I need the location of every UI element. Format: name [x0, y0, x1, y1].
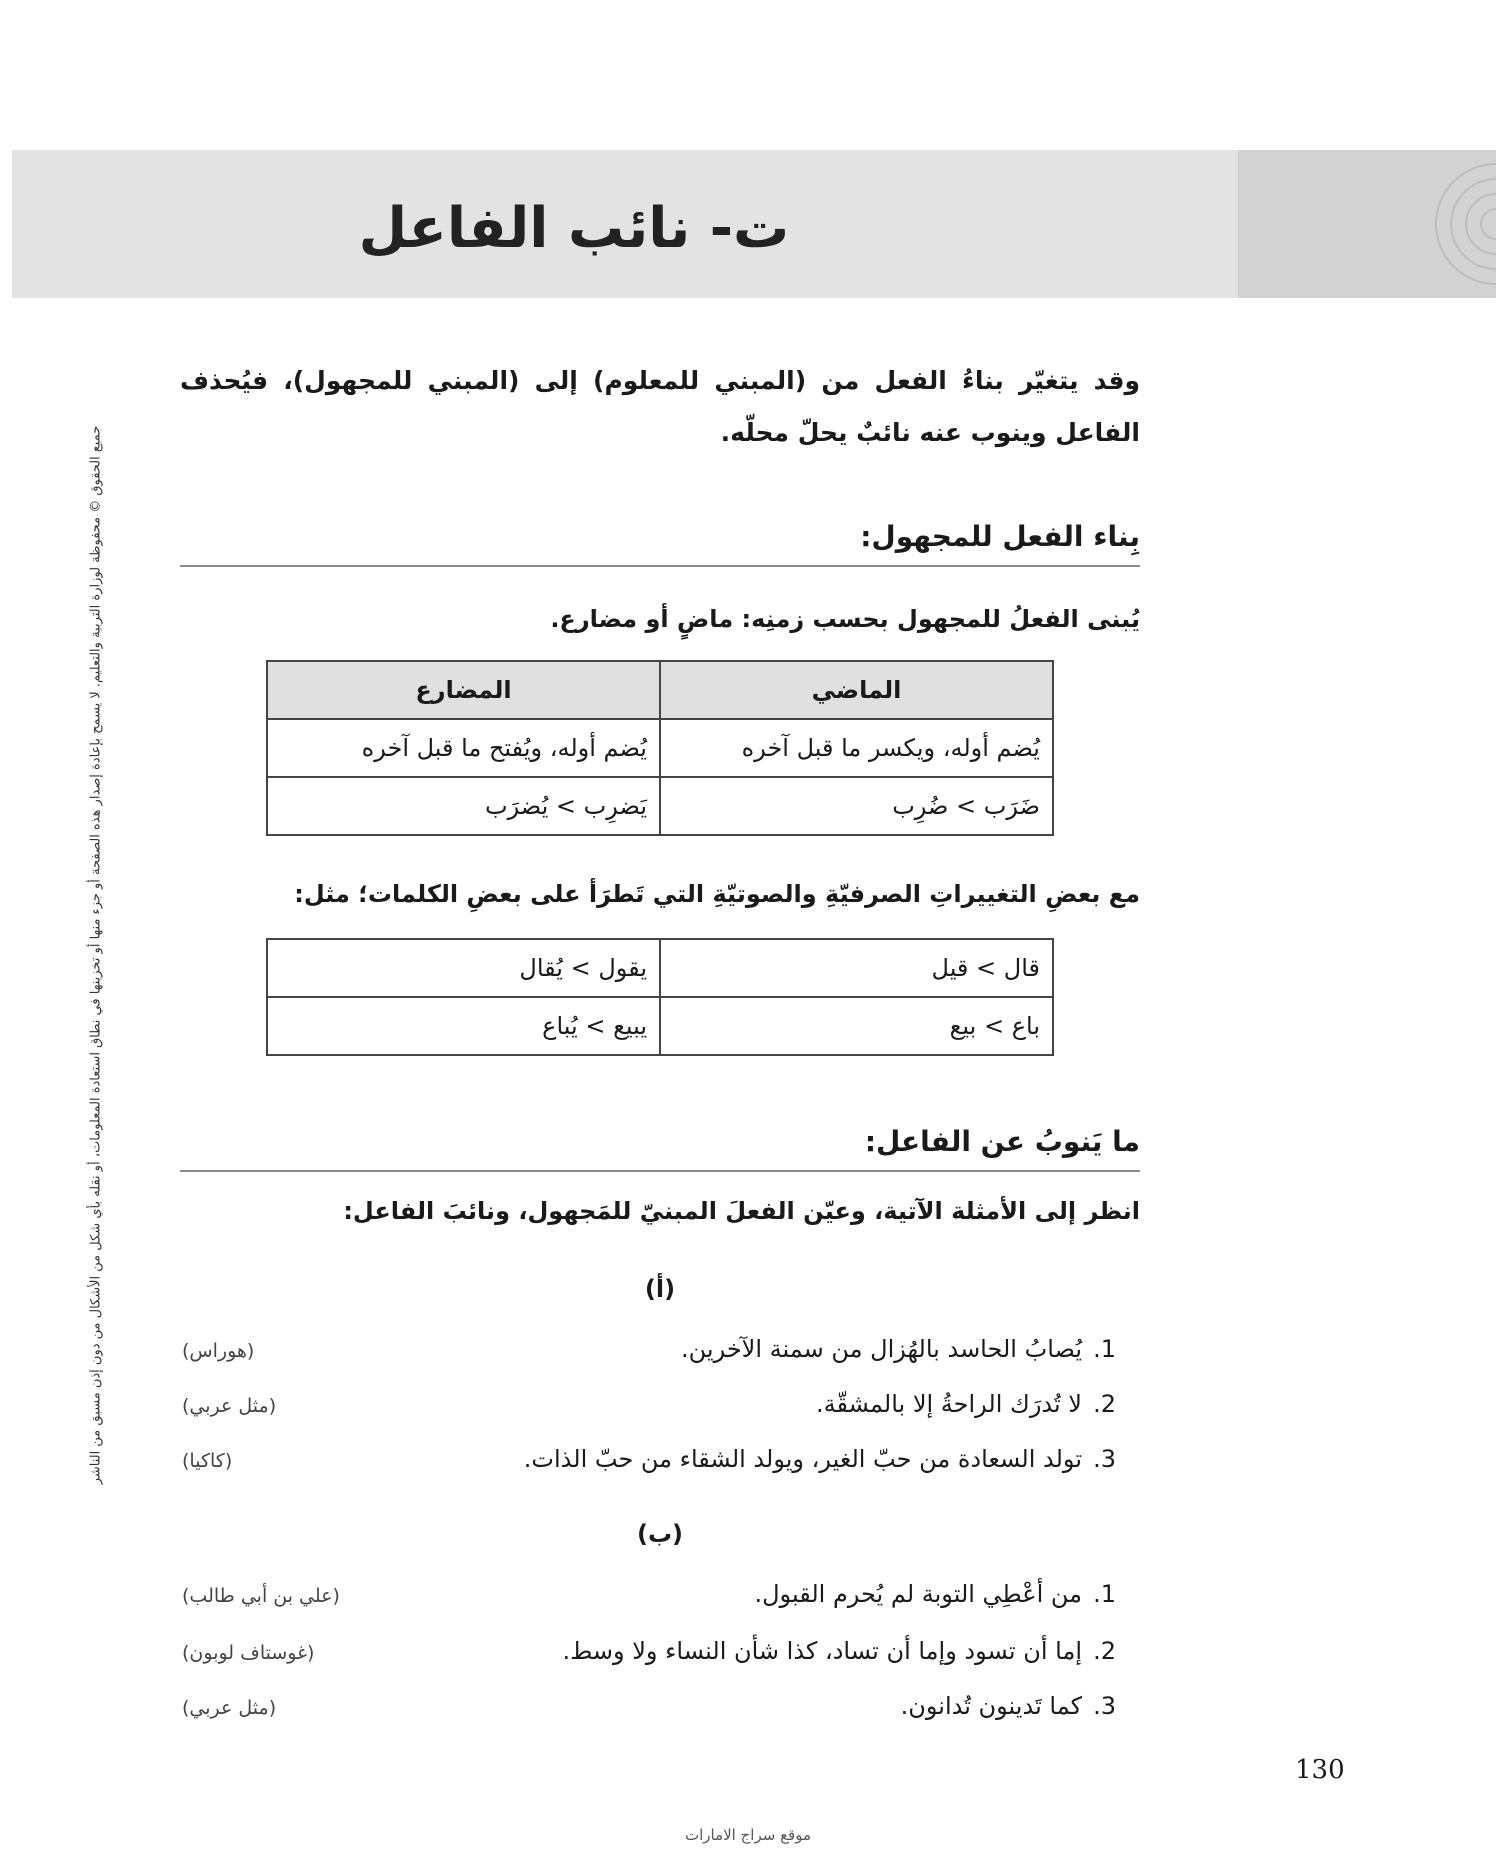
group-label-b: (ب): [636, 1520, 684, 1548]
lead-text-changes: مع بعضِ التغييراتِ الصرفيّةِ والصوتيّةِ التي تَطرَأ على بعضِ الكلمات؛ مثل:: [294, 880, 1140, 908]
changes-table: [266, 938, 1054, 1056]
example-source: (كاكيا): [182, 1450, 233, 1472]
table-cell: يُضم أوله، ويُفتح ما قبل آخره: [267, 719, 660, 777]
table-row: [267, 997, 1053, 1055]
example-item: 3.كما تَدينون تُدانون.: [900, 1692, 1116, 1720]
copyright-sidebar: [84, 355, 108, 1555]
example-text: تولد السعادة من حبّ الغير، ويولد الشقاء من حبّ الذات.: [523, 1445, 1082, 1473]
example-source: (هوراس): [182, 1340, 255, 1362]
table-cell: يُضم أوله، ويكسر ما قبل آخره: [660, 719, 1053, 777]
lead-text-tense: يُبنى الفعلُ للمجهول بحسب زمنِه: ماضٍ أو مضارع.: [550, 605, 1140, 633]
table-row: [267, 777, 1053, 835]
example-item: 2.إما أن تسود وإما أن تساد، كذا شأن النساء ولا وسط.: [562, 1637, 1116, 1665]
table-cell: ضَرَب > ضُرِب: [660, 777, 1053, 835]
example-item: 3.تولد السعادة من حبّ الغير، ويولد الشقاء من حبّ الذات.: [523, 1445, 1116, 1473]
example-item: 1.من أعْطِي التوبة لم يُحرم القبول.: [754, 1580, 1116, 1608]
table-cell: باع > بيع: [660, 997, 1053, 1055]
table-cell: يبيع > يُباع: [267, 997, 660, 1055]
example-source: (مثل عربي): [182, 1697, 277, 1719]
table-row: [267, 939, 1053, 997]
title-band: [12, 150, 1496, 298]
footer-site-name: موقع سراج الامارات: [684, 1826, 812, 1844]
example-text: إما أن تسود وإما أن تساد، كذا شأن النساء ولا وسط.: [562, 1637, 1082, 1665]
example-item: 1.يُصابُ الحاسد بالهُزال من سمنة الآخرين.: [681, 1335, 1116, 1363]
table-cell: قال > قيل: [660, 939, 1053, 997]
intro-paragraph: وقد يتغيّر بناءُ الفعل من (المبني للمعلوم) إلى (المبني للمجهول)، فيُحذف الفاعل وينوب عنه نائبٌ يحلّ محلّه.: [180, 366, 1140, 447]
table-header-row: [267, 661, 1053, 719]
example-text: يُصابُ الحاسد بالهُزال من سمنة الآخرين.: [681, 1335, 1082, 1363]
example-source: (غوستاف لوبون): [182, 1642, 315, 1664]
example-text: كما تَدينون تُدانون.: [900, 1692, 1082, 1720]
table-row: [267, 719, 1053, 777]
page-number: 130: [1295, 1755, 1345, 1785]
copyright-notice: جميع الحقوق © محفوظة لوزارة التربية والتعليم. لا يسمح بإعادة إصدار هذه الصفحة أو جزء منها أو تخزينها في نطاق استعادة المعلومات، أو نقله بأي شكل من الأشكال من دون إذن مسبق من الناشر: [88, 425, 104, 1485]
example-source: (مثل عربي): [182, 1395, 277, 1417]
table-cell: يقول > يُقال: [267, 939, 660, 997]
page-title: ت- نائب الفاعل: [358, 196, 790, 261]
table-cell: يَضرِب > يُضرَب: [267, 777, 660, 835]
header-present: المضارع: [267, 661, 660, 719]
example-text: من أعْطِي التوبة لم يُحرم القبول.: [754, 1580, 1082, 1608]
group-label-a: (أ): [644, 1275, 676, 1303]
section-heading-passive-verb: بِناء الفعل للمجهول:: [180, 520, 1140, 567]
example-text: لا تُدرَك الراحةُ إلا بالمشقّة.: [815, 1390, 1082, 1418]
header-past: الماضي: [660, 661, 1053, 719]
example-item: 2.لا تُدرَك الراحةُ إلا بالمشقّة.: [815, 1390, 1116, 1418]
example-source: (علي بن أبي طالب): [182, 1585, 340, 1607]
passive-rules-table: [266, 660, 1054, 836]
lead-text-examples: انظر إلى الأمثلة الآتية، وعيّن الفعلَ المبنيّ للمَجهول، ونائبَ الفاعل:: [343, 1197, 1140, 1225]
section-heading-deputy-subject: ما يَنوبُ عن الفاعل:: [180, 1125, 1140, 1172]
